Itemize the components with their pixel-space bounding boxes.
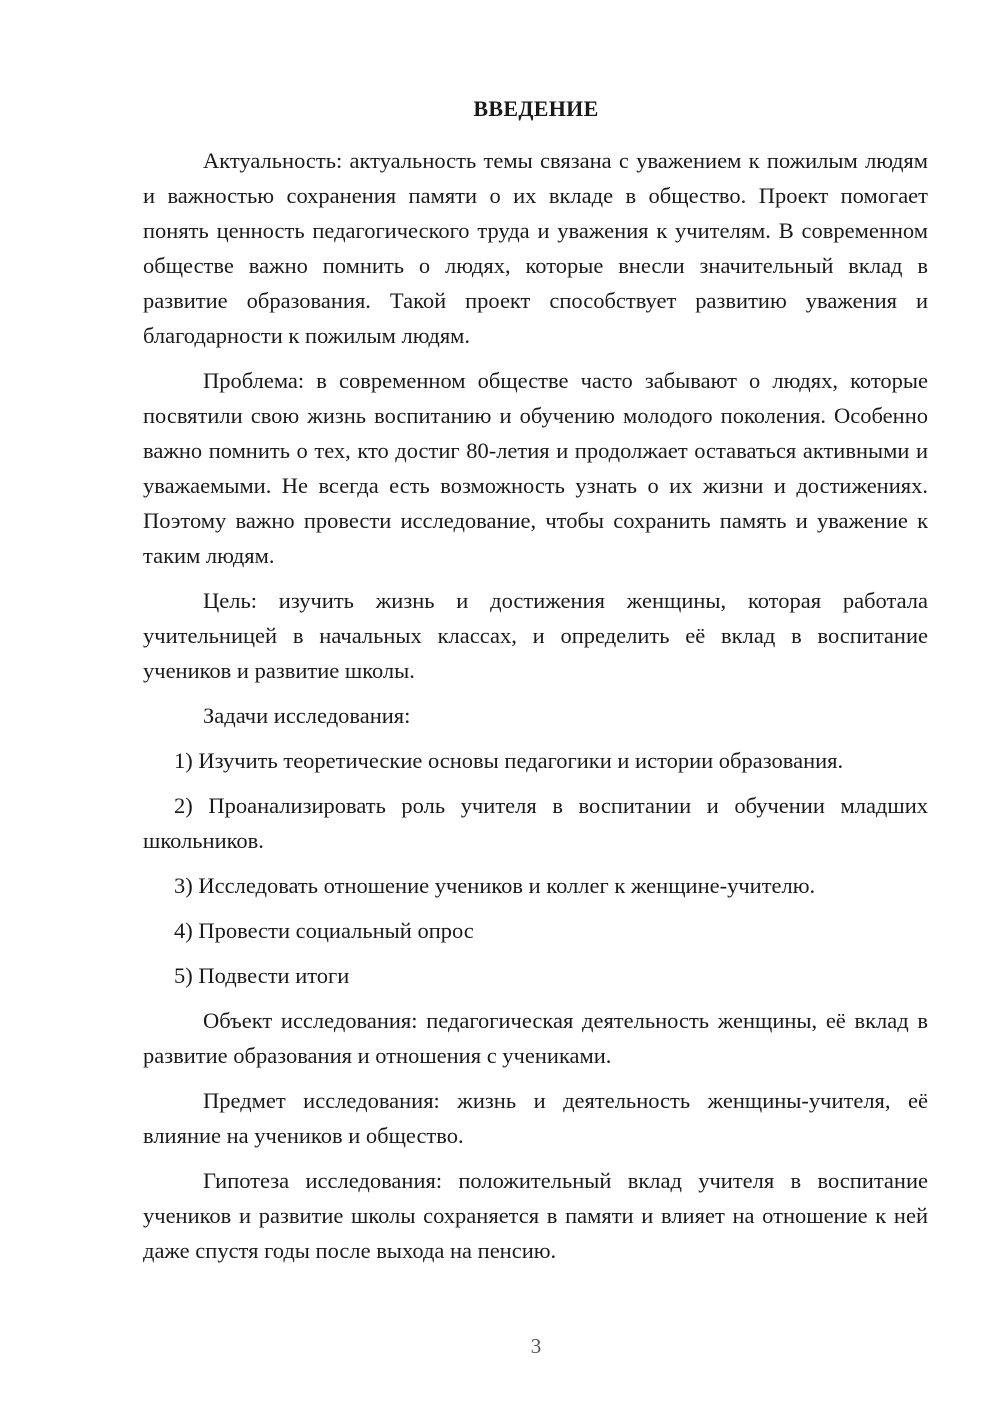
page-number: 3 (530, 1334, 542, 1358)
paragraph-object: Объект исследования: педагогическая деятельность женщины, её вклад в развитие образования и отношения с учениками. (143, 1008, 928, 1068)
document-body (143, 143, 928, 1278)
task-item: 4) Провести социальный опрос (174, 918, 474, 943)
task-item: 2) Проанализировать роль учителя в воспитании и обучении младших школьников. (143, 793, 928, 853)
tasks-heading: Задачи исследования: (203, 703, 411, 728)
task-item: 3) Исследовать отношение учеников и коллег к женщине-учителю. (174, 873, 816, 898)
task-item: 5) Подвести итоги (174, 963, 350, 988)
paragraph-subject: Предмет исследования: жизнь и деятельность женщины-учителя, её влияние на учеников и общество. (143, 1088, 928, 1148)
paragraph-relevance: Актуальность: актуальность темы связана с уважением к пожилым людям и важностью сохранения памяти о их вкладе в общество. Проект помогает понять ценность педагогического труда и уважения к учителям. В современном обществе важно помнить о людях, которые внесли значительный вклад в развитие образования. Такой проект способствует развитию уважения и благодарности к пожилым людям. (143, 148, 928, 348)
paragraph-problem: Проблема: в современном обществе часто забывают о людях, которые посвятили свою жизнь воспитанию и обучению молодого поколения. Особенно важно помнить о тех, кто достиг 80-летия и продолжает оставаться активными и уважаемыми. Не всегда есть возможность узнать о их жизни и достижениях. Поэтому важно провести исследование, чтобы сохранить память и уважение к таким людям. (143, 368, 928, 568)
task-item: 1) Изучить теоретические основы педагогики и истории образования. (174, 748, 844, 773)
page-title: ВВЕДЕНИЕ (473, 96, 599, 121)
paragraph-goal: Цель: изучить жизнь и достижения женщины, которая работала учительницей в начальных классах, и определить её вклад в воспитание учеников и развитие школы. (143, 588, 928, 683)
paragraph-hypothesis: Гипотеза исследования: положительный вклад учителя в воспитание учеников и развитие школы сохраняется в памяти и влияет на отношение к ней даже спустя годы после выхода на пенсию. (143, 1168, 928, 1263)
